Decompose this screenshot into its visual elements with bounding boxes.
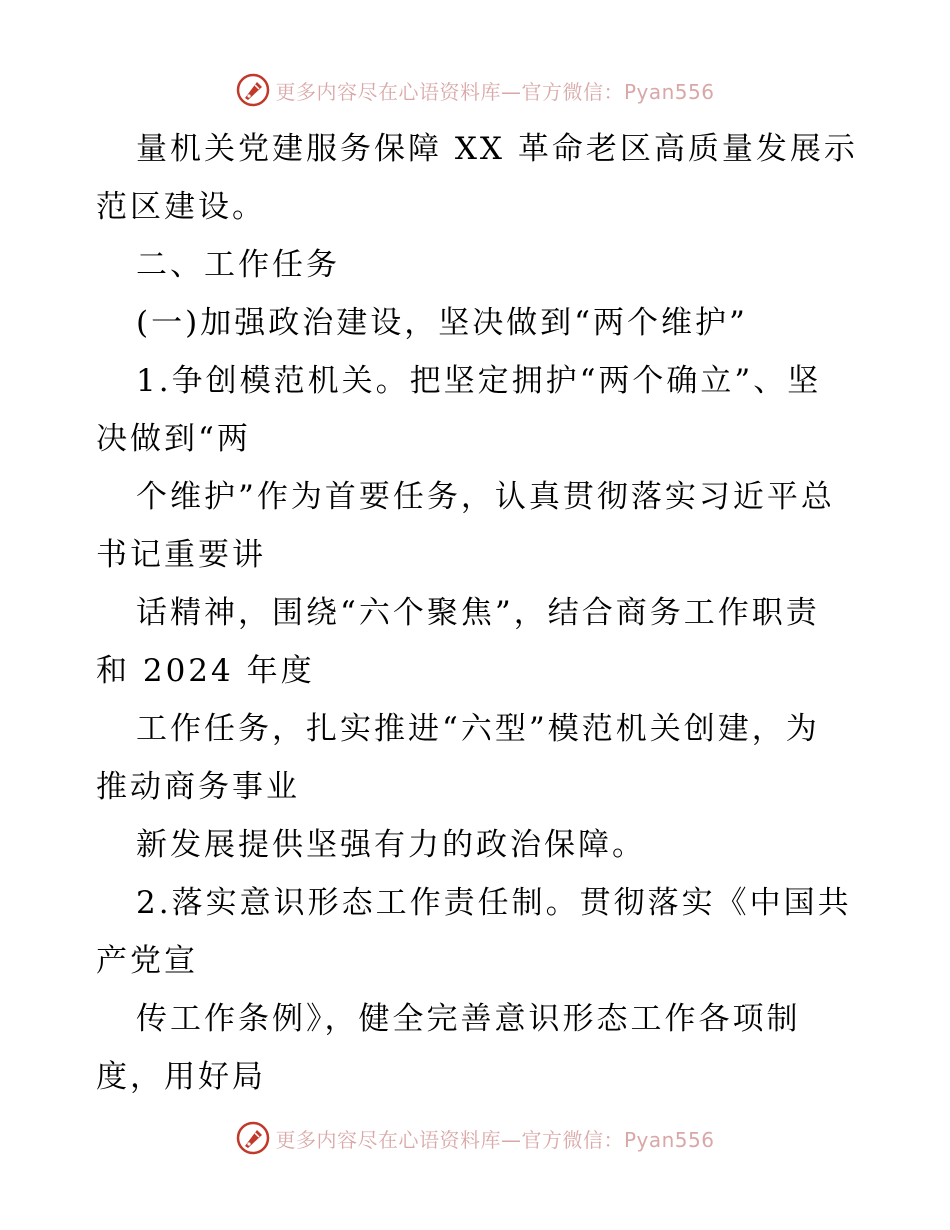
text-line: 个维护”作为首要任务，认真贯彻落实习近平总 (136, 479, 835, 515)
text-line: 书记重要讲 (96, 537, 266, 573)
text-line: 量机关党建服务保障 XX 革命老区高质量发展示 (136, 131, 858, 167)
header-watermark (0, 70, 950, 110)
text-line: 2.落实意识形态工作责任制。贯彻落实《中国共 (136, 885, 852, 921)
pen-nib-circle-icon (235, 1120, 271, 1156)
pen-nib-circle-icon (235, 72, 271, 108)
text-line: 决做到“两 (96, 421, 251, 457)
footer-watermark (0, 1118, 950, 1158)
text-line: 产党宣 (96, 943, 198, 979)
text-line: 传工作条例》，健全完善意识形态工作各项制 (136, 1001, 801, 1037)
text-line: 新发展提供坚强有力的政治保障。 (136, 827, 646, 863)
section-heading: 二、工作任务 (136, 247, 340, 283)
text-line: 1.争创模范机关。把坚定拥护“两个确立”、坚 (136, 363, 822, 399)
text-line: 工作任务，扎实推进“六型”模范机关创建，为 (136, 711, 820, 747)
text-line: 推动商务事业 (96, 769, 300, 805)
text-line: 话精神，围绕“六个聚焦”，结合商务工作职责 (136, 595, 820, 631)
text-line: 范区建设。 (96, 189, 266, 225)
text-line: 度，用好局 (96, 1059, 266, 1095)
document-body (96, 120, 856, 1106)
subsection-heading: (一)加强政治建设，坚决做到“两个维护” (136, 305, 748, 341)
watermark-text: 更多内容尽在心语资料库—官方微信：Pyan556 (275, 79, 715, 104)
text-line: 和 2024 年度 (96, 653, 315, 689)
watermark-text: 更多内容尽在心语资料库—官方微信：Pyan556 (275, 1127, 715, 1152)
